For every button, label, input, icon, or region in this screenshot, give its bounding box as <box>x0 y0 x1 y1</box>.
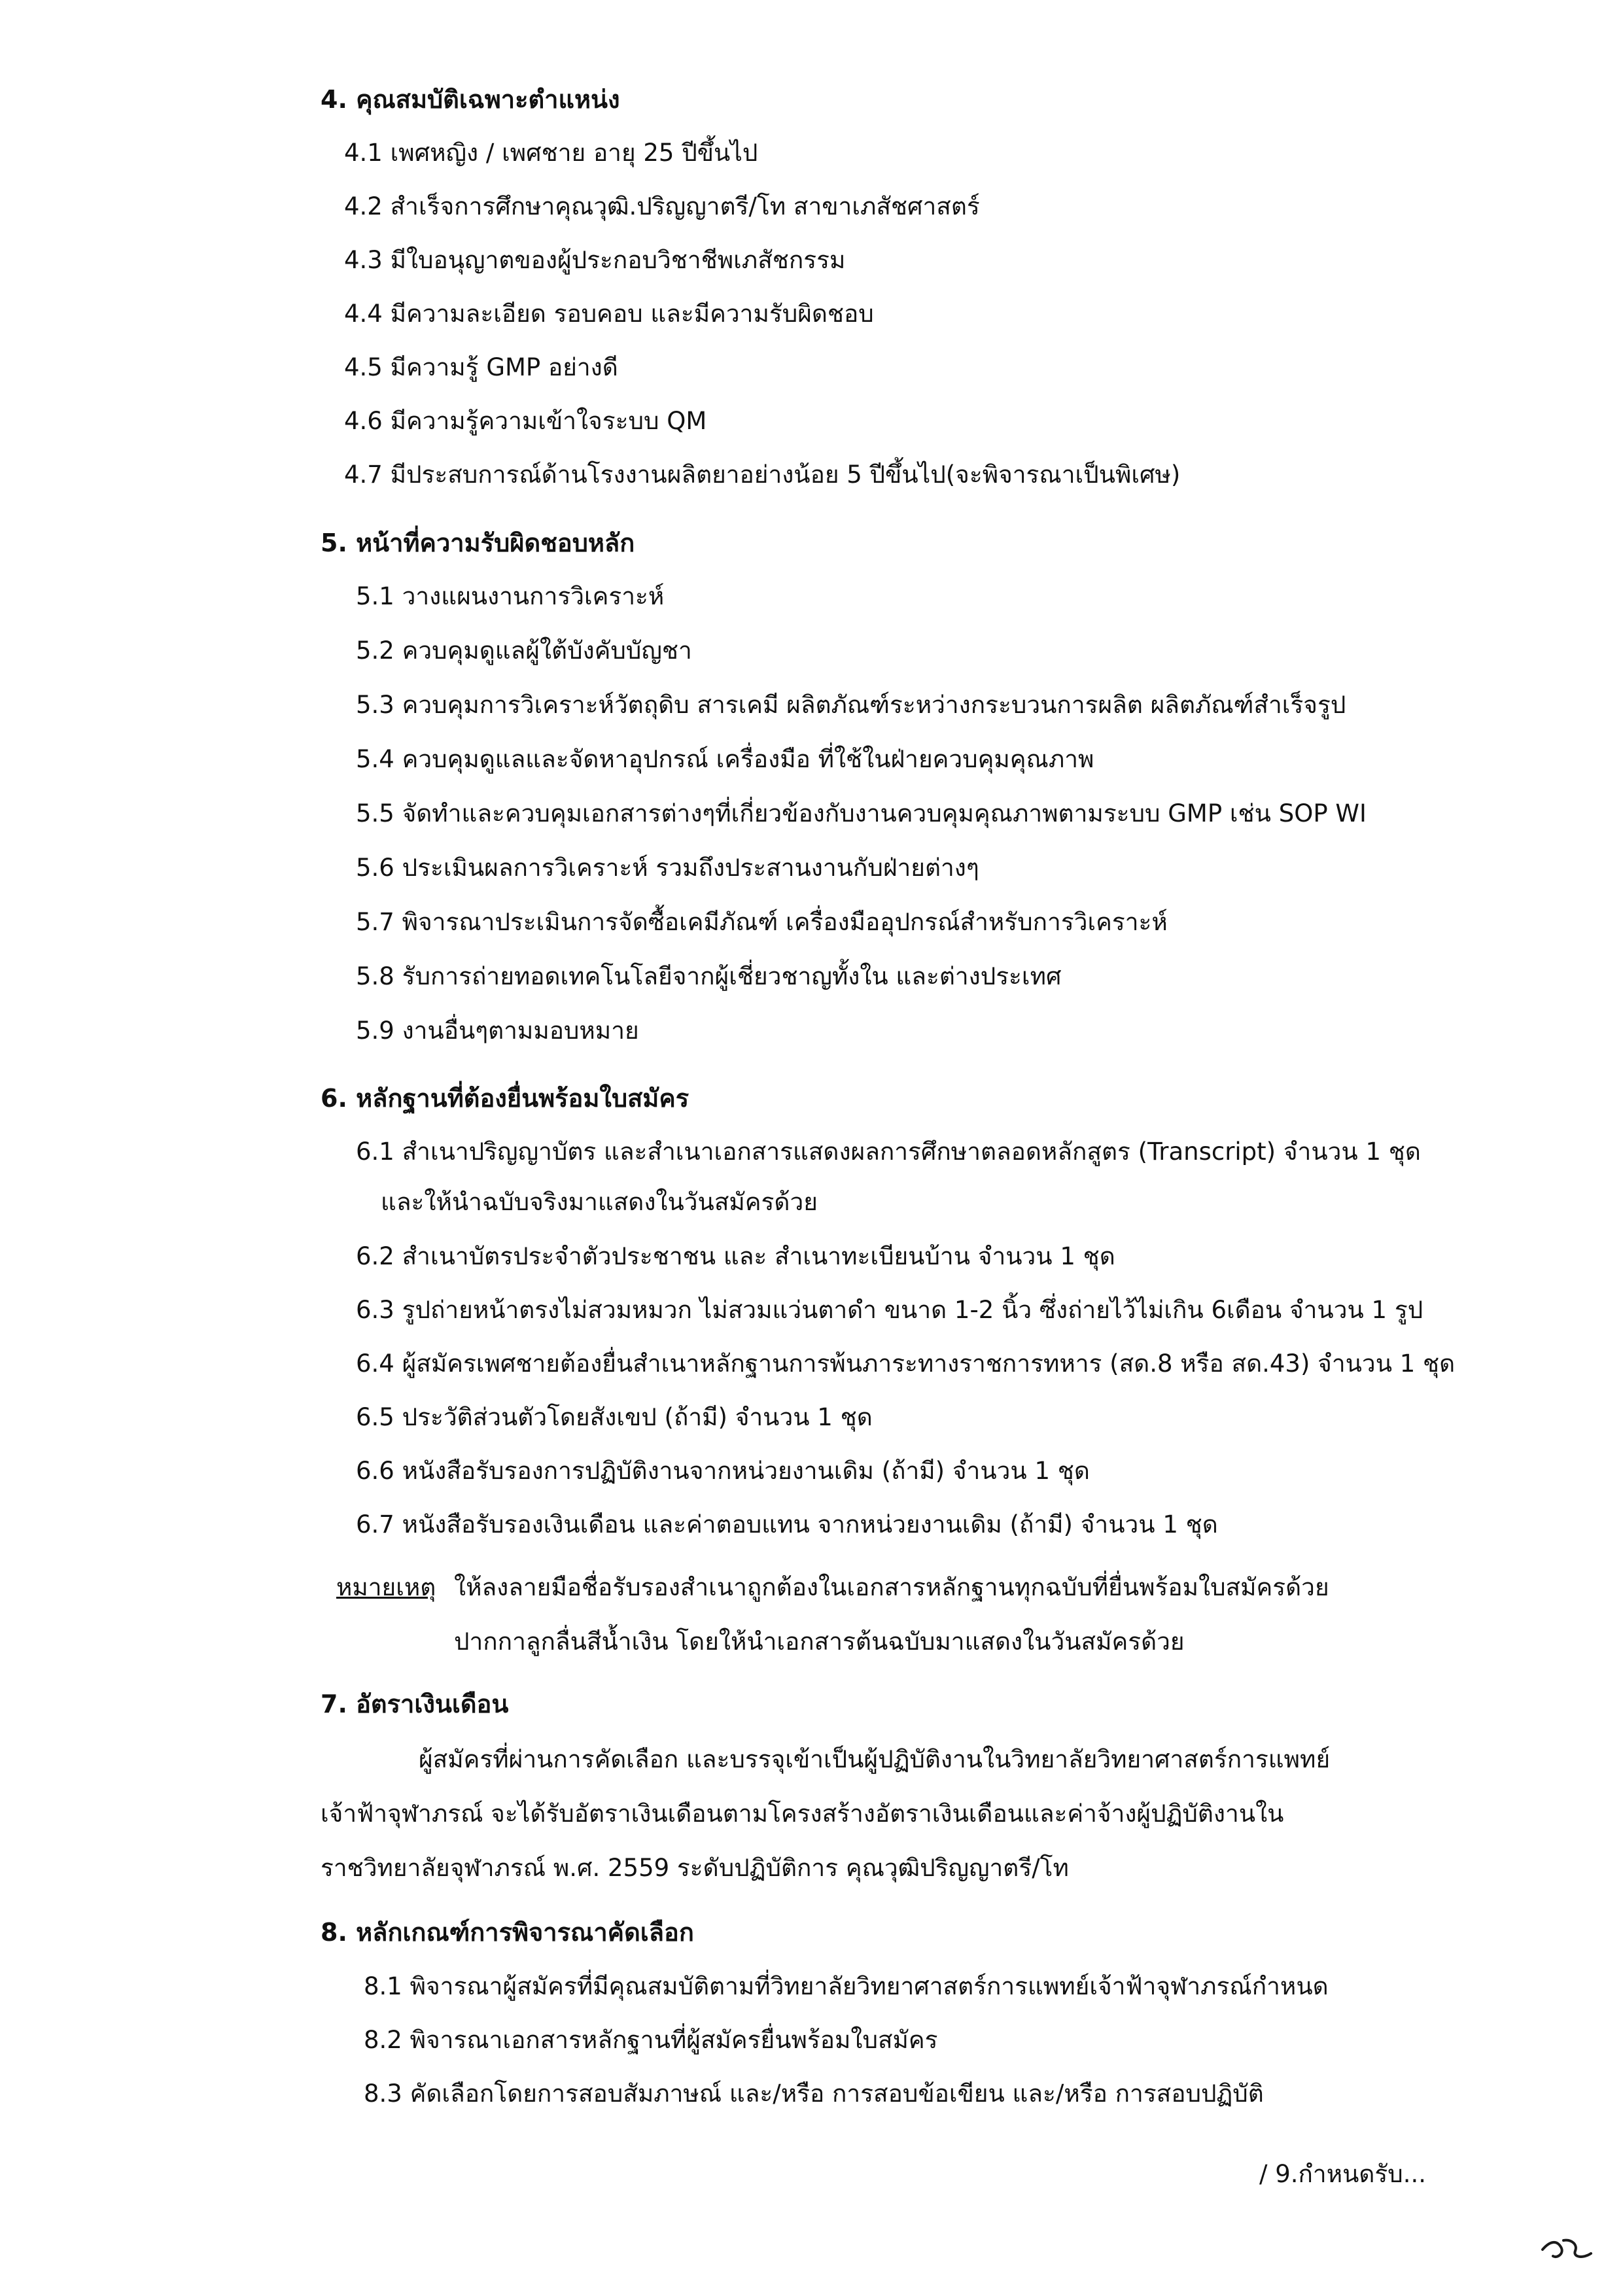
list-item: 6.4 ผู้สมัครเพศชายต้องยื่นสำเนาหลักฐานการพ้นภาระทางราชการทหาร (สด.8 หรือ สด.43) จำนวน 1 ชุด <box>356 1349 1456 1378</box>
list-item: 4.3 มีใบอนุญาตของผู้ประกอบวิชาชีพเภสัชกรรม <box>344 246 846 274</box>
section-7-heading: 7. อัตราเงินเดือน <box>321 1690 509 1718</box>
list-item: 6.7 หนังสือรับรองเงินเดือน และค่าตอบแทน จากหน่วยงานเดิม (ถ้ามี) จำนวน 1 ชุด <box>356 1510 1218 1539</box>
section-5-heading: 5. หน้าที่ความรับผิดชอบหลัก <box>321 529 635 557</box>
note-text: ให้ลงลายมือชื่อรับรองสำเนาถูกต้องในเอกสารหลักฐานทุกฉบับที่ยื่นพร้อมใบสมัครด้วย <box>454 1573 1329 1601</box>
list-item: 8.3 คัดเลือกโดยการสอบสัมภาษณ์ และ/หรือ การสอบข้อเขียน และ/หรือ การสอบปฏิบัติ <box>364 2079 1264 2108</box>
handwritten-initials <box>1537 2227 1596 2267</box>
list-item: 8.2 พิจารณาเอกสารหลักฐานที่ผู้สมัครยื่นพร้อมใบสมัคร <box>364 2026 938 2054</box>
list-item: 6.5 ประวัติส่วนตัวโดยสังเขป (ถ้ามี) จำนวน 1 ชุด <box>356 1403 873 1431</box>
section-6-heading: 6. หลักฐานที่ต้องยื่นพร้อมใบสมัคร <box>321 1084 689 1113</box>
list-item: 5.3 ควบคุมการวิเคราะห์วัตถุดิบ สารเคมี ผลิตภัณฑ์ระหว่างกระบวนการผลิต ผลิตภัณฑ์สำเร็จรูป <box>356 691 1346 719</box>
list-item: 4.6 มีความรู้ความเข้าใจระบบ QM <box>344 407 707 435</box>
list-item-continuation: และให้นำฉบับจริงมาแสดงในวันสมัครด้วย <box>381 1188 818 1216</box>
paragraph-line: ราชวิทยาลัยจุฬาภรณ์ พ.ศ. 2559 ระดับปฏิบัติการ คุณวุฒิปริญญาตรี/โท <box>321 1854 1069 1882</box>
list-item: 5.8 รับการถ่ายทอดเทคโนโลยีจากผู้เชี่ยวชาญทั้งใน และต่างประเทศ <box>356 962 1062 990</box>
list-item: 6.6 หนังสือรับรองการปฏิบัติงานจากหน่วยงานเดิม (ถ้ามี) จำนวน 1 ชุด <box>356 1457 1090 1485</box>
list-item: 5.4 ควบคุมดูแลและจัดหาอุปกรณ์ เครื่องมือ ที่ใช้ในฝ่ายควบคุมคุณภาพ <box>356 745 1094 773</box>
note-continuation: ปากกาลูกลื่นสีน้ำเงิน โดยให้นำเอกสารต้นฉบับมาแสดงในวันสมัครด้วย <box>454 1627 1185 1656</box>
page-continuation: / 9.กำหนดรับ... <box>1259 2160 1427 2188</box>
paragraph-line: ผู้สมัครที่ผ่านการคัดเลือก และบรรจุเข้าเป็นผู้ปฏิบัติงานในวิทยาลัยวิทยาศาสตร์การแพทย์ <box>419 1745 1331 1773</box>
section-4-heading: 4. คุณสมบัติเฉพาะตำแหน่ง <box>321 85 620 114</box>
list-item: 5.1 วางแผนงานการวิเคราะห์ <box>356 582 665 610</box>
list-item: 5.5 จัดทำและควบคุมเอกสารต่างๆที่เกี่ยวข้องกับงานควบคุมคุณภาพตามระบบ GMP เช่น SOP WI <box>356 799 1367 827</box>
list-item: 6.3 รูปถ่ายหน้าตรงไม่สวมหมวก ไม่สวมแว่นตาดำ ขนาด 1-2 นิ้ว ซึ่งถ่ายไว้ไม่เกิน 6เดือน จำนวน 1 รูป <box>356 1296 1423 1324</box>
list-item: 5.9 งานอื่นๆตามมอบหมาย <box>356 1017 639 1045</box>
list-item: 4.1 เพศหญิง / เพศชาย อายุ 25 ปีขึ้นไป <box>344 139 758 167</box>
list-item: 5.2 ควบคุมดูแลผู้ใต้บังคับบัญชา <box>356 636 692 665</box>
list-item: 4.5 มีความรู้ GMP อย่างดี <box>344 353 618 381</box>
list-item: 6.2 สำเนาบัตรประจำตัวประชาชน และ สำเนาทะเบียนบ้าน จำนวน 1 ชุด <box>356 1242 1115 1270</box>
list-item: 6.1 สำเนาปริญญาบัตร และสำเนาเอกสารแสดงผลการศึกษาตลอดหลักสูตร (Transcript) จำนวน 1 ชุด <box>356 1138 1421 1166</box>
section-8-heading: 8. หลักเกณฑ์การพิจารณาคัดเลือก <box>321 1918 694 1947</box>
list-item: 5.6 ประเมินผลการวิเคราะห์ รวมถึงประสานงานกับฝ่ายต่างๆ <box>356 854 979 882</box>
list-item: 4.2 สำเร็จการศึกษาคุณวุฒิ.ปริญญาตรี/โท สาขาเภสัชศาสตร์ <box>344 192 980 220</box>
list-item: 8.1 พิจารณาผู้สมัครที่มีคุณสมบัติตามที่วิทยาลัยวิทยาศาสตร์การแพทย์เจ้าฟ้าจุฬาภรณ์กำหนด <box>364 1972 1329 2000</box>
list-item: 4.7 มีประสบการณ์ด้านโรงงานผลิตยาอย่างน้อย 5 ปีขึ้นไป(จะพิจารณาเป็นพิเศษ) <box>344 461 1181 489</box>
list-item: 4.4 มีความละเอียด รอบคอบ และมีความรับผิดชอบ <box>344 300 874 328</box>
note-label: หมายเหตุ <box>336 1573 436 1601</box>
paragraph-line: เจ้าฟ้าจุฬาภรณ์ จะได้รับอัตราเงินเดือนตามโครงสร้างอัตราเงินเดือนและค่าจ้างผู้ปฏิบัติงานใน <box>321 1800 1284 1828</box>
list-item: 5.7 พิจารณาประเมินการจัดซื้อเคมีภัณฑ์ เครื่องมืออุปกรณ์สำหรับการวิเคราะห์ <box>356 908 1168 936</box>
